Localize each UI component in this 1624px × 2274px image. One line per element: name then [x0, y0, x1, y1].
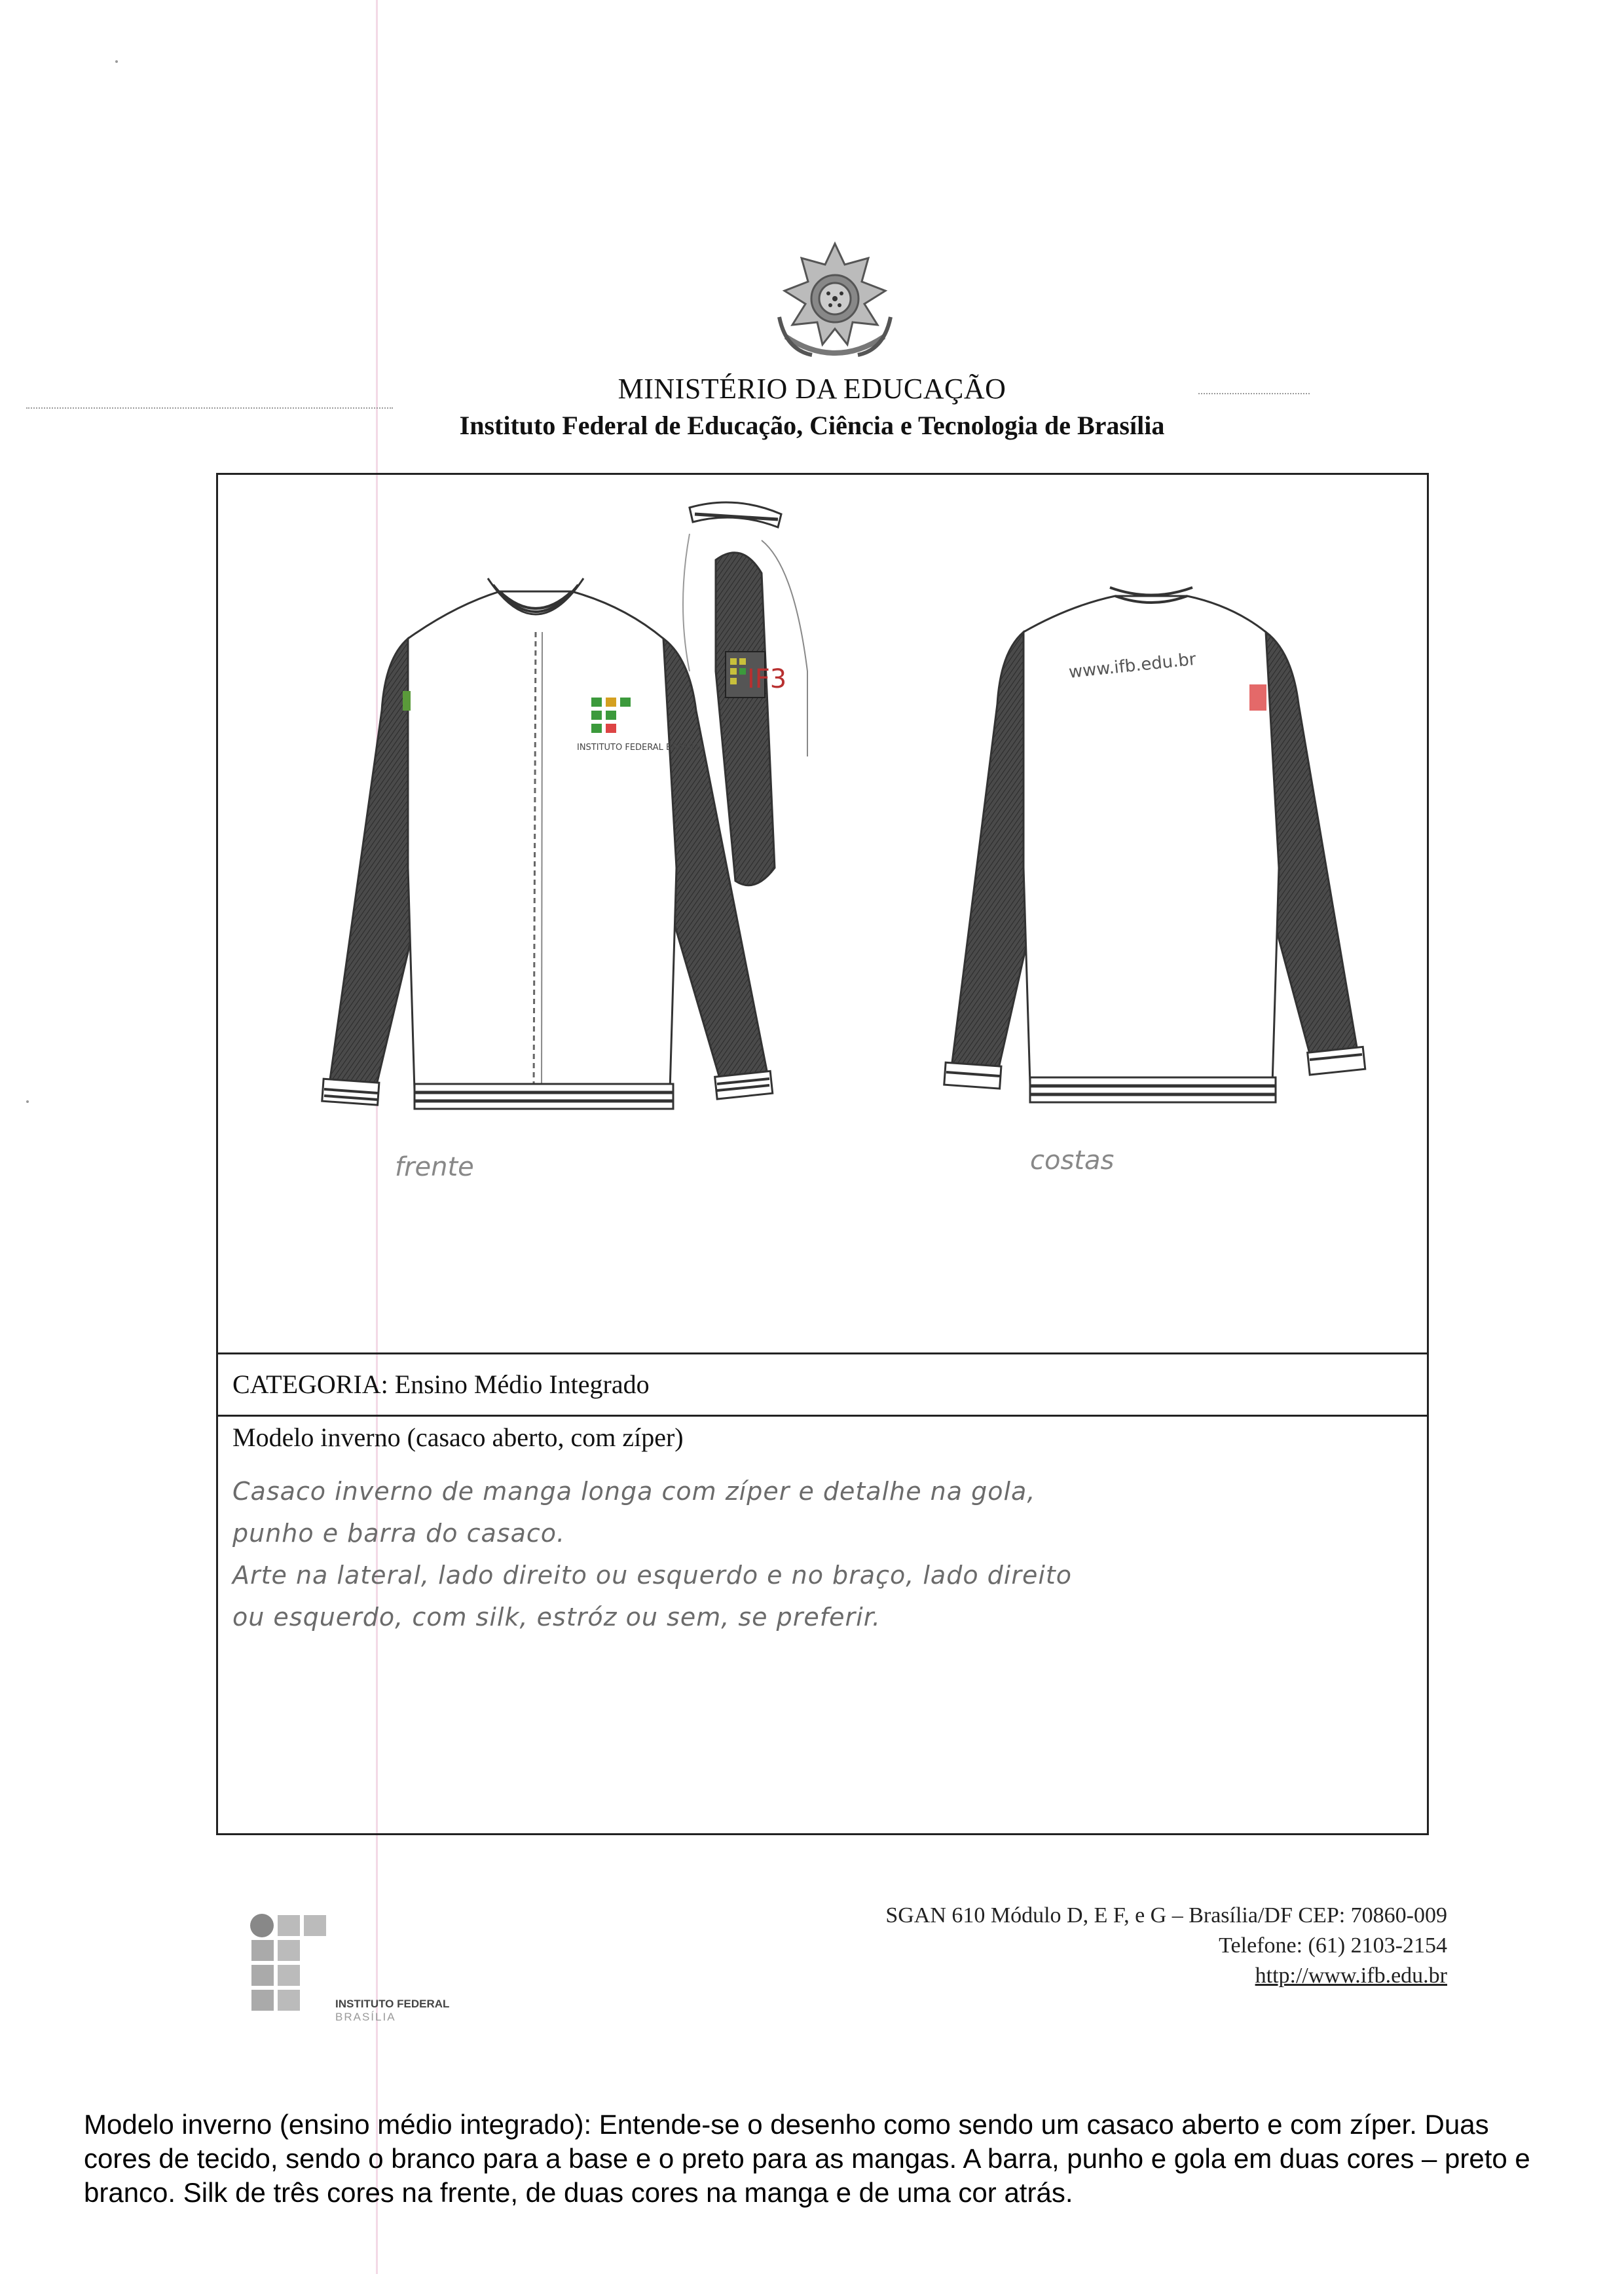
note-line: Casaco inverno de manga longa com zíper e detalhe na gola,: [232, 1477, 1036, 1506]
front-jacket-drawing: [322, 578, 773, 1182]
phone-line: Telefone: (61) 2103-2154: [1219, 1933, 1447, 1958]
sleeve-mark: IF3: [747, 664, 787, 694]
logo-line2: BRASÍLIA: [335, 2011, 396, 2023]
chest-logo-text: INSTITUTO FEDERAL BRASÍLIA: [577, 743, 705, 753]
brazil-coat-of-arms-emblem: [766, 238, 904, 369]
ministry-title: MINISTÉRIO DA EDUCAÇÃO: [618, 373, 1006, 405]
ifb-logo-text: [335, 1998, 449, 2024]
back-label: costas: [1030, 1146, 1115, 1176]
jacket-sketch-area: [218, 475, 1427, 1352]
back-url-text: www.ifb.edu.br: [1067, 649, 1197, 682]
note-line: punho e barra do casaco.: [232, 1519, 566, 1548]
scan-speck: [115, 60, 118, 63]
back-jacket-drawing: [944, 587, 1365, 1176]
design-form-frame: [216, 473, 1429, 1835]
handwritten-notes: [232, 1470, 1411, 1638]
dotted-rule-left: [26, 407, 393, 409]
note-line: Arte na lateral, lado direito ou esquerdo e no braço, lado direito: [232, 1561, 1073, 1590]
model-label: Modelo inverno (casaco aberto, com zíper): [232, 1423, 684, 1452]
note-line: ou esquerdo, com silk, estróz ou sem, se preferir.: [232, 1603, 881, 1631]
category-row: CATEGORIA: Ensino Médio Integrado: [218, 1352, 1427, 1417]
address-line: SGAN 610 Módulo D, E F, e G – Brasília/DF CEP: 70860-009: [885, 1903, 1447, 1928]
front-label: frente: [395, 1152, 474, 1182]
scan-speck: [26, 1100, 29, 1103]
institute-title: Instituto Federal de Educação, Ciência e Tecnologia de Brasília: [459, 411, 1165, 440]
logo-line1: INSTITUTO FEDERAL: [335, 1998, 450, 2010]
website-link[interactable]: http://www.ifb.edu.br: [1255, 1964, 1447, 1988]
jacket-sketch: [218, 475, 1427, 1352]
caption-text: Modelo inverno (ensino médio integrado): Entende-se o desenho como sendo um casaco aberto e com zíper. Duas cores de tecido, sendo o branco para a base e o preto para as mangas. A barra, punho e gola em duas cores – preto e branco. Silk de três cores na frente, de duas cores na manga e de uma cor atrás.: [84, 2109, 1530, 2208]
footer-address-block: [885, 1901, 1447, 1991]
